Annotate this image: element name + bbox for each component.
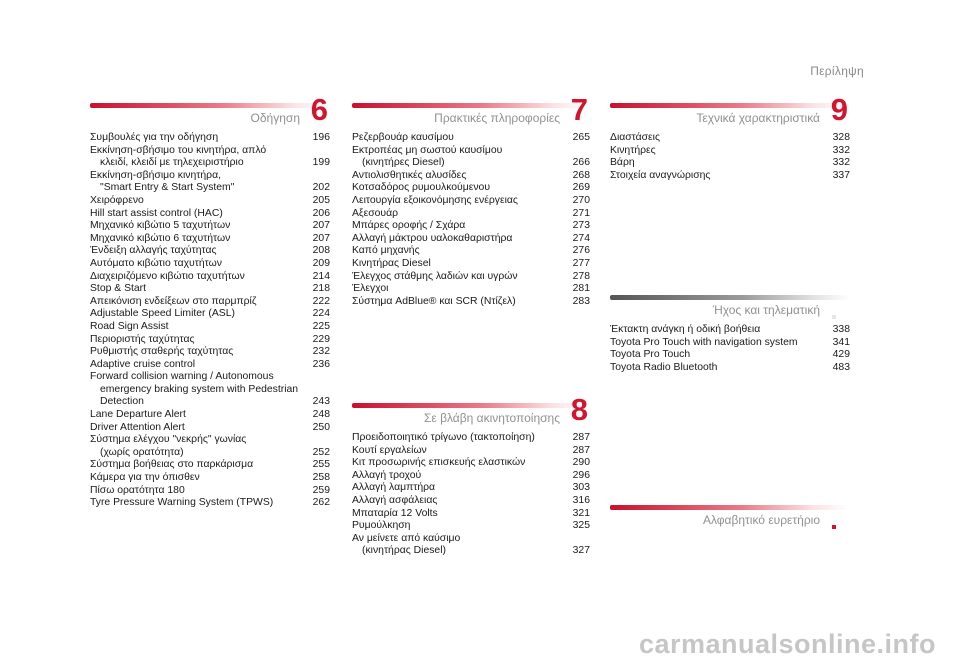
toc-entry-line: Αυτόματο κιβώτιο ταχυτήτων <box>90 257 222 269</box>
toc-entry-title <box>610 362 822 375</box>
toc-entry[interactable] <box>610 145 850 158</box>
toc-entry-title <box>352 508 562 521</box>
section-driving <box>90 92 330 510</box>
toc-entry-title <box>352 482 562 495</box>
toc-entry-title <box>90 346 302 359</box>
toc-page-number: 274 <box>572 232 590 244</box>
toc-entry[interactable] <box>352 470 590 483</box>
toc-entry-line: Lane Departure Alert <box>90 409 186 421</box>
toc-page-number: 283 <box>572 295 590 307</box>
toc-entry-line: Εκκίνηση-σβήσιμο κινητήρα, <box>90 169 221 181</box>
toc-entry-title <box>90 208 302 221</box>
toc-page-number: 199 <box>312 157 330 169</box>
toc-entry-title <box>352 245 562 258</box>
toc-entry-title <box>90 271 302 284</box>
toc-page-number: 209 <box>312 257 330 269</box>
toc-entry[interactable] <box>610 324 850 337</box>
toc-entry[interactable] <box>90 321 330 334</box>
toc-entry-title <box>90 422 302 435</box>
toc-page-number: 278 <box>572 270 590 282</box>
toc-entry-line: "Smart Entry & Start System" <box>100 182 235 194</box>
toc-entry-title <box>352 457 562 470</box>
toc-entry-line: Αλλαγή ασφάλειας <box>352 494 438 506</box>
toc-entry[interactable] <box>352 145 590 170</box>
toc-entry-line: Κιτ προσωρινής επισκευής ελαστικών <box>352 457 526 469</box>
section-bar <box>352 103 590 108</box>
section-breakdown <box>352 392 590 558</box>
toc-entry[interactable] <box>352 457 590 470</box>
toc-entry[interactable] <box>90 334 330 347</box>
toc-entry-line: Συμβουλές για την οδήγηση <box>90 132 219 143</box>
toc-entry[interactable] <box>90 145 330 170</box>
toc-entry-title <box>352 470 562 483</box>
toc-entry-line: Πίσω ορατότητα 180 <box>90 484 185 496</box>
toc-list <box>610 324 850 374</box>
toc-entry[interactable] <box>610 157 850 170</box>
toc-entry-title <box>352 182 562 195</box>
toc-entry[interactable] <box>90 422 330 435</box>
toc-entry-line: Λειτουργία εξοικονόμησης ενέργειας <box>352 194 518 206</box>
toc-entry-line: Σύστημα ελέγχου "νεκρής" γωνίας <box>90 434 247 446</box>
toc-entry-line: κλειδί, κλειδί με τηλεχειριστήριο <box>100 157 244 169</box>
toc-entry-line: Καπό μηχανής <box>352 245 420 257</box>
section-title[interactable]: Οδήγηση <box>250 111 300 125</box>
toc-page-number: 325 <box>572 520 590 532</box>
toc-entry-line: Detection <box>100 396 144 408</box>
toc-page-number: 218 <box>312 283 330 295</box>
toc-entry-line: Ένδειξη αλλαγής ταχύτητας <box>90 245 217 257</box>
toc-entry-title <box>90 233 302 246</box>
toc-entry-line: (χωρίς ορατότητα) <box>100 446 184 458</box>
toc-entry[interactable] <box>90 132 330 145</box>
toc-entry-line: Ρεζερβουάρ καυσίμου <box>352 132 454 143</box>
section-header <box>352 92 590 132</box>
toc-page-number: 287 <box>572 444 590 456</box>
toc-entry[interactable] <box>352 482 590 495</box>
toc-entry-line: Μπαταρία 12 Volts <box>352 507 438 519</box>
toc-entry[interactable] <box>90 283 330 296</box>
toc-entry[interactable] <box>90 170 330 195</box>
toc-entry-title <box>610 349 822 362</box>
toc-entry-title <box>352 520 562 533</box>
toc-entry[interactable] <box>610 132 850 145</box>
toc-entry-line: Toyota Pro Touch with navigation system <box>610 336 798 348</box>
section-number: 6 <box>310 92 328 127</box>
toc-entry-line: Αντιολισθητικές αλυσίδες <box>352 169 467 181</box>
toc-entry-line: Road Sign Assist <box>90 320 169 332</box>
toc-entry-title <box>610 324 822 337</box>
toc-entry-title <box>90 434 302 459</box>
toc-page-number: 287 <box>572 432 590 443</box>
toc-entry[interactable] <box>610 349 850 362</box>
toc-entry[interactable] <box>352 195 590 208</box>
toc-entry-title <box>90 459 302 472</box>
toc-page-number: 290 <box>572 457 590 469</box>
toc-page-number: 250 <box>312 421 330 433</box>
toc-page-number: 266 <box>572 157 590 169</box>
toc-entry-line: Μπάρες οροφής / Σχάρα <box>352 220 466 232</box>
toc-entry[interactable] <box>610 362 850 375</box>
toc-entry-line: Ρυθμιστής σταθερής ταχύτητας <box>90 346 234 358</box>
toc-page-number: 328 <box>832 132 850 143</box>
toc-entry-line: Διαστάσεις <box>610 132 660 143</box>
toc-entry-line: (κινητήρας Diesel) <box>362 545 446 557</box>
toc-entry-title <box>352 195 562 208</box>
toc-entry-title <box>90 258 302 271</box>
toc-entry-title <box>90 132 302 145</box>
toc-page-number: 214 <box>312 270 330 282</box>
toc-entry-title <box>90 296 302 309</box>
toc-entry[interactable] <box>90 346 330 359</box>
toc-page-number: 321 <box>572 507 590 519</box>
toc-page-number: 337 <box>832 169 850 181</box>
toc-page-number: 255 <box>312 459 330 471</box>
toc-page-number: 248 <box>312 409 330 421</box>
toc-entry-title <box>90 321 302 334</box>
toc-entry[interactable] <box>352 520 590 533</box>
section-audio-telematics <box>610 292 850 374</box>
section-title[interactable]: Σε βλάβη ακινητοποίησης <box>423 411 560 425</box>
section-title[interactable]: Τεχνικά χαρακτηριστικά <box>696 111 820 125</box>
toc-entry-line: Stop & Start <box>90 283 147 295</box>
toc-entry-line: Έλεγχοι <box>352 283 389 295</box>
toc-entry-line: Περιοριστής ταχύτητας <box>90 333 195 345</box>
toc-entry-line: (κινητήρες Diesel) <box>362 157 445 169</box>
toc-page-number: 276 <box>572 245 590 257</box>
toc-entry[interactable] <box>352 508 590 521</box>
toc-page-number: 225 <box>312 320 330 332</box>
toc-entry[interactable] <box>352 220 590 233</box>
toc-page-number: 207 <box>312 220 330 232</box>
toc-entry-line: Forward collision warning / Autonomous <box>90 371 274 383</box>
section-header <box>90 92 330 132</box>
section-header <box>610 292 850 324</box>
section-bar <box>352 403 590 408</box>
toc-entry[interactable] <box>90 308 330 321</box>
toc-entry-line: Απεικόνιση ενδείξεων στο παρμπρίζ <box>90 295 257 307</box>
toc-entry-title <box>352 132 562 145</box>
toc-entry-title <box>610 132 822 145</box>
toc-entry[interactable] <box>352 258 590 271</box>
section-alphabetical-index <box>610 502 850 534</box>
section-bar <box>610 505 850 510</box>
toc-list <box>90 132 330 510</box>
toc-entry-title <box>90 334 302 347</box>
toc-entry-line: Έκτακτη ανάγκη ή οδική βοήθεια <box>610 324 761 335</box>
toc-entry-title <box>90 359 302 372</box>
toc-page-number: 236 <box>312 358 330 370</box>
toc-page-number: 208 <box>312 245 330 257</box>
toc-entry-title <box>610 157 822 170</box>
toc-entry-line: Driver Attention Alert <box>90 421 185 433</box>
toc-entry[interactable] <box>610 337 850 350</box>
toc-entry-line: Διαχειριζόμενο κιβώτιο ταχυτήτων <box>90 270 245 282</box>
section-bar <box>610 295 850 300</box>
toc-entry[interactable] <box>90 258 330 271</box>
toc-list <box>610 132 850 182</box>
toc-entry[interactable] <box>352 208 590 221</box>
toc-entry-line: emergency braking system with Pedestrian <box>100 383 299 395</box>
toc-entry-title <box>610 337 822 350</box>
toc-entry-title <box>610 170 822 183</box>
toc-entry-line: Κουτί εργαλείων <box>352 444 427 456</box>
toc-entry[interactable] <box>352 445 590 458</box>
toc-entry-title <box>352 233 562 246</box>
toc-page-number: 196 <box>312 132 330 143</box>
toc-entry-title <box>90 145 302 170</box>
toc-list <box>352 432 590 558</box>
toc-page-number: 258 <box>312 472 330 484</box>
toc-page-number: 273 <box>572 220 590 232</box>
toc-entry-line: Tyre Pressure Warning System (TPWS) <box>90 497 274 509</box>
toc-entry-line: Κινητήρας Diesel <box>352 257 431 269</box>
toc-entry-title <box>352 271 562 284</box>
toc-entry[interactable] <box>90 220 330 233</box>
toc-entry[interactable] <box>90 195 330 208</box>
section-header <box>610 502 850 534</box>
toc-entry-line: Αλλαγή μάκτρου υαλοκαθαριστήρα <box>352 232 513 244</box>
toc-entry-line: Στοιχεία αναγνώρισης <box>610 169 711 181</box>
section-bar <box>90 103 330 108</box>
toc-page-number: 429 <box>832 349 850 361</box>
toc-entry-title <box>90 485 302 498</box>
toc-entry-line: Σύστημα AdBlue® και SCR (Ντίζελ) <box>352 295 516 307</box>
toc-entry-title <box>610 145 822 158</box>
toc-entry[interactable] <box>90 208 330 221</box>
toc-page-number: 224 <box>312 308 330 320</box>
toc-entry-title <box>352 145 562 170</box>
toc-entry-title <box>90 308 302 321</box>
toc-page-number: 262 <box>312 497 330 509</box>
toc-entry[interactable] <box>90 359 330 372</box>
section-number: 8 <box>570 392 588 427</box>
section-title[interactable]: Ήχος και τηλεματική <box>712 303 820 317</box>
toc-entry-line: Έλεγχος στάθμης λαδιών και υγρών <box>352 270 518 282</box>
toc-entry-line: Adjustable Speed Limiter (ASL) <box>90 308 235 320</box>
section-number: 9 <box>830 92 848 127</box>
toc-page-number: 252 <box>312 446 330 458</box>
toc-entry[interactable] <box>90 485 330 498</box>
toc-entry-line: Ρυμούλκηση <box>352 520 411 532</box>
toc-entry-title <box>90 497 302 510</box>
toc-page-number: 207 <box>312 232 330 244</box>
toc-entry-title <box>352 533 562 558</box>
page-header-title: Περίληψη <box>810 64 864 78</box>
toc-entry[interactable] <box>90 459 330 472</box>
toc-entry[interactable] <box>352 132 590 145</box>
toc-entry[interactable] <box>610 170 850 183</box>
toc-entry-line: Toyota Radio Bluetooth <box>610 361 718 373</box>
toc-page-number: 222 <box>312 295 330 307</box>
toc-entry[interactable] <box>352 283 590 296</box>
toc-entry-line: Σύστημα βοήθειας στο παρκάρισμα <box>90 459 254 471</box>
section-header <box>352 392 590 432</box>
toc-entry-title <box>90 220 302 233</box>
toc-entry[interactable] <box>90 409 330 422</box>
toc-page-number: 332 <box>832 144 850 156</box>
toc-entry[interactable] <box>90 371 330 409</box>
toc-entry[interactable] <box>352 296 590 309</box>
toc-page-number: 341 <box>832 336 850 348</box>
toc-entry-title <box>352 220 562 233</box>
section-number: 7 <box>570 92 588 127</box>
toc-entry[interactable] <box>352 533 590 558</box>
toc-entry-line: Εκτροπέας μη σωστού καυσίμου <box>352 144 503 156</box>
toc-entry[interactable] <box>90 271 330 284</box>
toc-entry-line: Αλλαγή τροχού <box>352 469 422 481</box>
toc-entry-title <box>90 472 302 485</box>
toc-page-number: 259 <box>312 484 330 496</box>
toc-entry-title <box>352 432 562 445</box>
toc-entry-line: Αν μείνετε από καύσιμο <box>352 532 461 544</box>
toc-page-number: 229 <box>312 333 330 345</box>
toc-entry-line: Εκκίνηση-σβήσιμο του κινητήρα, απλό <box>90 144 267 156</box>
toc-entry-title <box>352 170 562 183</box>
toc-entry-title <box>90 245 302 258</box>
toc-page-number: 296 <box>572 469 590 481</box>
toc-entry[interactable] <box>352 495 590 508</box>
toc-page-number: 205 <box>312 194 330 206</box>
toc-entry-title <box>90 409 302 422</box>
toc-list <box>352 132 590 308</box>
toc-entry[interactable] <box>90 245 330 258</box>
toc-entry[interactable] <box>352 233 590 246</box>
toc-entry-title <box>352 296 562 309</box>
toc-entry-line: Προειδοποιητικό τρίγωνο (τακτοποίηση) <box>352 432 535 443</box>
toc-page-number: 338 <box>832 324 850 335</box>
watermark-text: carmanualsonline.info <box>638 629 936 659</box>
toc-entry[interactable] <box>90 497 330 510</box>
toc-entry-line: Αλλαγή λαμπτήρα <box>352 482 436 494</box>
toc-entry-line: Adaptive cruise control <box>90 358 196 370</box>
toc-entry-title <box>352 258 562 271</box>
toc-entry[interactable] <box>352 271 590 284</box>
toc-page-number: 316 <box>572 494 590 506</box>
toc-entry-line: Βάρη <box>610 157 635 169</box>
toc-entry-line: Μηχανικό κιβώτιο 6 ταχυτήτων <box>90 232 231 244</box>
toc-entry-title <box>90 170 302 195</box>
toc-entry-title <box>90 371 302 409</box>
toc-page-number: 327 <box>572 545 590 557</box>
toc-page-number: 265 <box>572 132 590 143</box>
toc-entry[interactable] <box>352 245 590 258</box>
toc-entry[interactable] <box>352 170 590 183</box>
toc-entry-title <box>352 283 562 296</box>
section-title[interactable]: Πρακτικές πληροφορίες <box>434 111 560 125</box>
section-marker <box>832 525 836 529</box>
toc-entry-line: Κάμερα για την όπισθεν <box>90 472 200 484</box>
toc-entry[interactable] <box>352 182 590 195</box>
toc-entry-line: Κοτσαδόρος ρυμουλκούμενου <box>352 182 491 194</box>
toc-entry[interactable] <box>90 296 330 309</box>
toc-page-number: 483 <box>832 361 850 373</box>
toc-entry-line: Χειρόφρενο <box>90 194 144 206</box>
toc-entry-line: Hill start assist control (HAC) <box>90 207 223 219</box>
toc-page-number: 271 <box>572 207 590 219</box>
toc-entry-line: Toyota Pro Touch <box>610 349 691 361</box>
toc-page-number: 269 <box>572 182 590 194</box>
toc-entry[interactable] <box>90 233 330 246</box>
toc-page-number: 232 <box>312 346 330 358</box>
toc-page-number: 303 <box>572 482 590 494</box>
toc-page-number: 270 <box>572 194 590 206</box>
toc-page-number: 202 <box>312 182 330 194</box>
toc-page-number: 268 <box>572 169 590 181</box>
toc-entry[interactable] <box>90 434 330 459</box>
toc-page-number: 206 <box>312 207 330 219</box>
toc-entry-line: Κινητήρες <box>610 144 656 156</box>
toc-entry[interactable] <box>352 432 590 445</box>
toc-entry-line: Αξεσουάρ <box>352 207 399 219</box>
toc-entry[interactable] <box>90 472 330 485</box>
toc-entry-title <box>352 445 562 458</box>
toc-entry-title <box>352 208 562 221</box>
toc-page-number: 277 <box>572 257 590 269</box>
section-practical-info <box>352 92 590 308</box>
toc-entry-title <box>352 495 562 508</box>
toc-page-number: 243 <box>312 396 330 408</box>
toc-entry-title <box>90 283 302 296</box>
toc-page-number: 281 <box>572 283 590 295</box>
toc-entry-line: Μηχανικό κιβώτιο 5 ταχυτήτων <box>90 220 231 232</box>
section-technical-data <box>610 92 850 182</box>
toc-entry-title <box>90 195 302 208</box>
section-header <box>610 92 850 132</box>
section-marker <box>832 315 836 319</box>
section-bar <box>610 103 850 108</box>
section-title[interactable]: Αλφαβητικό ευρετήριο <box>702 513 820 527</box>
toc-page-number: 332 <box>832 157 850 169</box>
